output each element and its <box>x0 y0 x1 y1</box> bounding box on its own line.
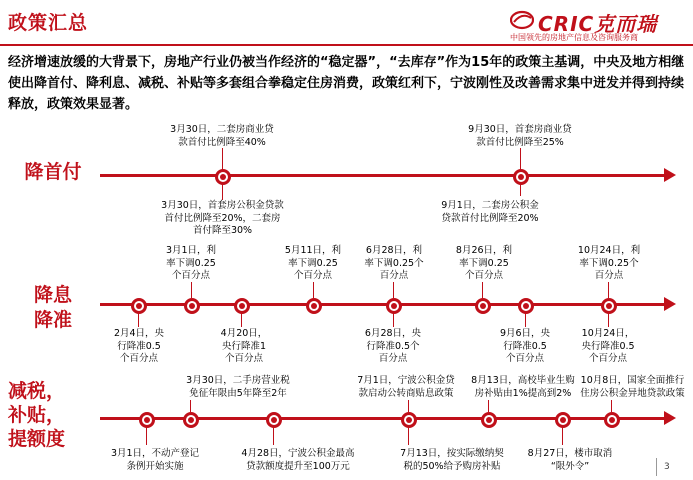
connector-line <box>393 282 394 298</box>
event-note: 8月26日，利 率下调0.25 个百分点 <box>455 245 513 281</box>
page-number: 3 <box>664 462 670 472</box>
logo-swoosh-icon <box>510 10 534 30</box>
event-note: 5月11日，利 率下调0.25 个百分点 <box>284 245 342 281</box>
connector-line <box>520 148 521 170</box>
row-label-interest-line2: 降准 <box>33 309 72 331</box>
event-note: 3月30日，二套房商业贷 款首付比例降至40% <box>170 124 274 148</box>
connector-line <box>408 425 409 445</box>
timeline-node <box>184 298 200 314</box>
event-note: 7月13日，按实际缴纳契 税的50%给予购房补贴 <box>400 448 504 472</box>
connector-line <box>313 282 314 298</box>
timeline-node <box>266 412 282 428</box>
event-note: 8月27日，楼市取消 “限外令” <box>527 448 613 472</box>
connector-line <box>138 311 139 327</box>
connector-line <box>482 282 483 298</box>
event-note: 9月1日，二套房公积金 贷款首付比例降至20% <box>441 200 539 224</box>
event-note: 3月30日，二手房营业税 免征年限由5年降至2年 <box>186 375 290 399</box>
timeline-node <box>601 298 617 314</box>
event-note: 2月4日，央 行降准0.5 个百分点 <box>113 328 165 364</box>
event-note: 10月24日， 央行降准0.5 个百分点 <box>581 328 635 364</box>
event-note: 8月13日，高校毕业生购 房补贴由1%提高到2% <box>471 375 575 399</box>
event-note: 7月1日，宁波公积金贷 款启动公转商贴息政策 <box>357 375 455 399</box>
timeline-node <box>475 298 491 314</box>
connector-line <box>190 400 191 412</box>
timeline-node <box>481 412 497 428</box>
timeline-node <box>555 412 571 428</box>
row-label-tax-line2: 补贴， <box>8 404 66 426</box>
event-note: 4月28日，宁波公积金最高 贷款额度提升至100万元 <box>241 448 355 472</box>
logo-subtitle: 中国领先的房地产信息及咨询服务商 <box>510 33 638 42</box>
row-label-tax-line3: 提额度 <box>8 428 66 450</box>
page-number-divider <box>656 458 657 476</box>
row-label-down-payment: 降首付 <box>24 161 82 183</box>
row-label-tax-line1: 减税， <box>8 380 66 402</box>
timeline-arrow-icon <box>664 168 676 182</box>
timeline-arrow-icon <box>664 411 676 425</box>
timeline-node <box>183 412 199 428</box>
connector-line <box>146 425 147 445</box>
event-note: 6月28日，央 行降准0.5个 百分点 <box>364 328 422 364</box>
brand-logo <box>508 10 688 42</box>
connector-line <box>393 311 394 327</box>
logo-text: CRIC克而瑞 <box>538 12 658 36</box>
connector-line <box>562 425 563 445</box>
connector-line <box>408 400 409 412</box>
timeline-node <box>604 412 620 428</box>
timeline-node <box>215 169 231 185</box>
connector-line <box>273 425 274 445</box>
connector-line <box>611 400 612 412</box>
connector-line <box>608 311 609 327</box>
timeline-node <box>401 412 417 428</box>
connector-line <box>191 282 192 298</box>
event-note: 3月30日，首套房公积金贷款 首付比例降至20%，二套房 首付降至30% <box>161 200 284 236</box>
page-title: 政策汇总 <box>8 12 89 34</box>
event-note: 10月8日，国家全面推行 住房公积金异地贷款政策 <box>580 375 685 399</box>
event-note: 4月20日， 央行降准1 个百分点 <box>220 328 268 364</box>
header-divider <box>0 44 693 46</box>
connector-line <box>608 282 609 298</box>
connector-line <box>222 148 223 170</box>
event-note: 3月1日，利 率下调0.25 个百分点 <box>165 245 217 281</box>
timeline-down-payment <box>100 174 666 177</box>
event-note: 9月6日，央 行降准0.5 个百分点 <box>499 328 551 364</box>
timeline-node <box>386 298 402 314</box>
timeline-arrow-icon <box>664 297 676 311</box>
event-note: 9月30日，首套房商业贷 款首付比例降至25% <box>468 124 572 148</box>
event-note: 10月24日，利 率下调0.25个 百分点 <box>577 245 641 281</box>
row-label-interest-line1: 降息 <box>33 284 72 306</box>
intro-paragraph: 经济增速放缓的大背景下，房地产行业仍被当作经济的“稳定器”，“去库存”作为15年的政策主基调，中央及地方相继使出降首付、降利息、减税、补贴等多套组合拳稳定住房消费，政策红利下，宁波刚性及改善需求集中迸发并得到持续释放，政策效果显著。 <box>8 55 685 112</box>
timeline-node <box>306 298 322 314</box>
connector-line <box>488 400 489 412</box>
connector-line <box>525 311 526 327</box>
event-note: 3月1日，不动产登记 条例开始实施 <box>110 448 200 472</box>
timeline-node <box>234 298 250 314</box>
event-note: 6月28日，利 率下调0.25个 百分点 <box>364 245 424 281</box>
timeline-node <box>518 298 534 314</box>
timeline-node <box>139 412 155 428</box>
timeline-node <box>131 298 147 314</box>
timeline-node <box>513 169 529 185</box>
connector-line <box>241 311 242 327</box>
